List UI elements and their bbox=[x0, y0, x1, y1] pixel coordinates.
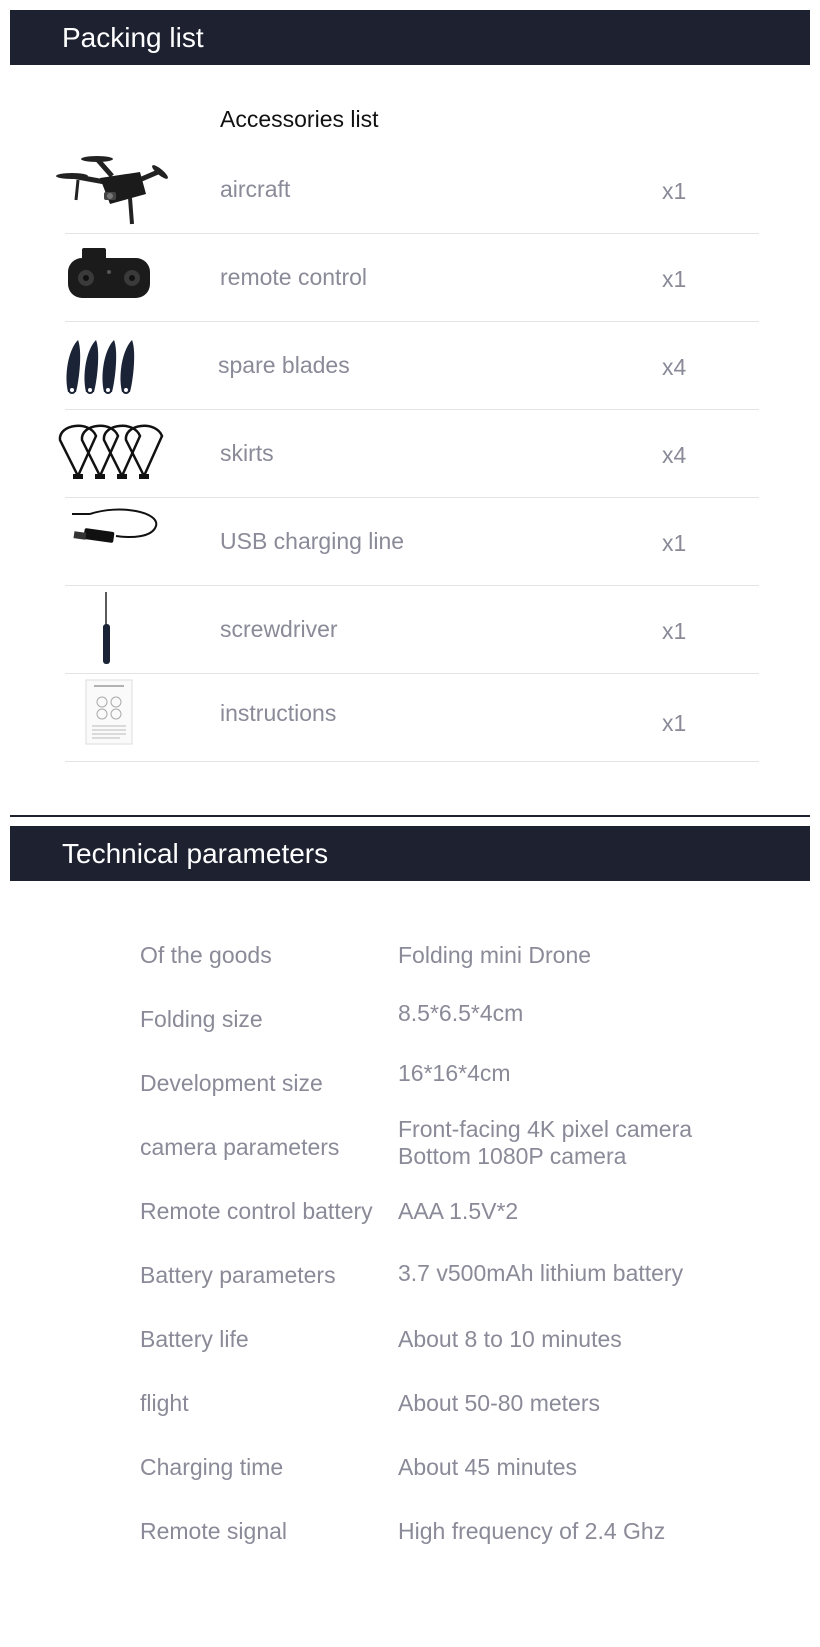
list-item-screwdriver bbox=[65, 586, 759, 674]
technical-parameters-title: Technical parameters bbox=[62, 838, 329, 869]
param-key: Development size bbox=[140, 1070, 323, 1096]
param-row bbox=[140, 1000, 780, 1046]
screwdriver-icon bbox=[50, 590, 180, 670]
item-label: spare blades bbox=[218, 352, 350, 378]
param-row bbox=[140, 1390, 780, 1430]
propeller-blades-icon bbox=[50, 326, 180, 406]
item-label: screwdriver bbox=[220, 616, 338, 642]
item-quantity: x1 bbox=[662, 710, 687, 736]
item-quantity: x1 bbox=[662, 266, 687, 292]
param-key: flight bbox=[140, 1390, 189, 1416]
param-row bbox=[140, 1454, 780, 1494]
param-value: About 50-80 meters bbox=[398, 1390, 601, 1416]
param-value: About 8 to 10 minutes bbox=[398, 1326, 622, 1352]
param-value: AAA 1.5V*2 bbox=[398, 1198, 519, 1224]
remote-control-icon bbox=[50, 238, 180, 318]
list-item-remote-control bbox=[65, 234, 759, 322]
param-row bbox=[140, 1326, 780, 1366]
item-quantity: x4 bbox=[662, 442, 687, 468]
accessories-list-title: Accessories list bbox=[220, 106, 379, 132]
param-key: Battery parameters bbox=[140, 1262, 336, 1288]
param-value: Folding mini Drone bbox=[398, 942, 592, 968]
param-key: Folding size bbox=[140, 1006, 263, 1032]
list-item-usb-charging-line bbox=[65, 498, 759, 586]
item-label: aircraft bbox=[220, 176, 291, 202]
param-value: 8.5*6.5*4cm bbox=[398, 1000, 524, 1026]
param-row bbox=[140, 1198, 780, 1238]
param-row bbox=[140, 1060, 780, 1110]
param-value: High frequency of 2.4 Ghz bbox=[398, 1518, 666, 1544]
param-row bbox=[140, 1262, 780, 1302]
technical-parameters-header bbox=[10, 826, 810, 881]
param-key: Remote control battery bbox=[140, 1198, 373, 1224]
section-divider bbox=[10, 815, 810, 817]
item-quantity: x1 bbox=[662, 618, 687, 644]
param-key: Remote signal bbox=[140, 1518, 288, 1544]
param-value: Front-facing 4K pixel camera bbox=[398, 1116, 693, 1142]
packing-list-title: Packing list bbox=[62, 22, 204, 53]
list-item-skirts bbox=[65, 410, 759, 498]
item-quantity: x1 bbox=[662, 178, 687, 204]
param-key: Charging time bbox=[140, 1454, 284, 1480]
drone-icon bbox=[50, 150, 180, 230]
item-label: instructions bbox=[220, 700, 337, 726]
param-value: 3.7 v500mAh lithium battery bbox=[398, 1260, 684, 1286]
item-label: remote control bbox=[220, 264, 368, 290]
propeller-guard-icon bbox=[50, 414, 180, 494]
packing-list-header bbox=[10, 10, 810, 65]
param-value: 16*16*4cm bbox=[398, 1060, 511, 1086]
list-item-aircraft bbox=[65, 146, 759, 234]
param-value: Bottom 1080P camera bbox=[398, 1143, 627, 1169]
param-row bbox=[140, 942, 780, 982]
param-key: Of the goods bbox=[140, 942, 272, 968]
item-label: USB charging line bbox=[220, 528, 405, 554]
param-row bbox=[140, 1116, 780, 1174]
param-key: Battery life bbox=[140, 1326, 249, 1352]
list-item-instructions bbox=[65, 674, 759, 762]
param-key: camera parameters bbox=[140, 1134, 340, 1160]
usb-cable-icon bbox=[50, 502, 180, 582]
manual-icon bbox=[50, 678, 180, 758]
param-value: About 45 minutes bbox=[398, 1454, 578, 1480]
item-label: skirts bbox=[220, 440, 274, 466]
param-row bbox=[140, 1518, 780, 1558]
item-quantity: x1 bbox=[662, 530, 687, 556]
list-item-spare-blades bbox=[65, 322, 759, 410]
item-quantity: x4 bbox=[662, 354, 687, 380]
